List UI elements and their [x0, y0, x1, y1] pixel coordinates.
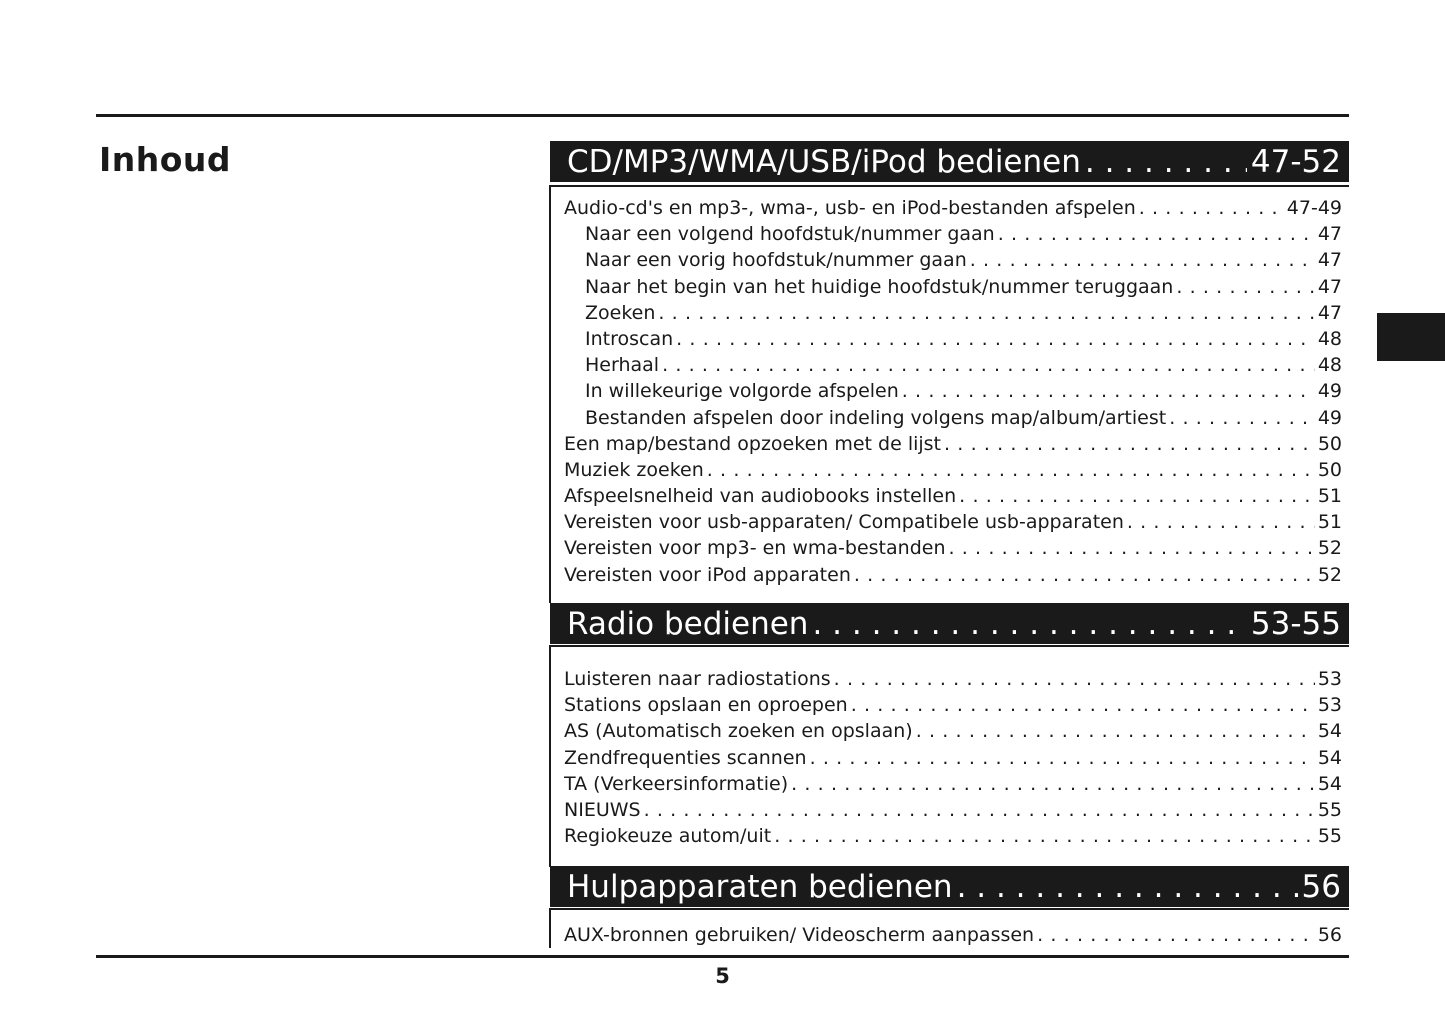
dot-leader [944, 433, 1315, 455]
page-title: Inhoud [99, 140, 232, 179]
section-underline [550, 645, 1349, 647]
toc-entry-label: NIEUWS [564, 798, 641, 821]
toc-entry[interactable] [564, 485, 1342, 511]
toc-entry-label: In willekeurige volgorde afspelen [585, 380, 899, 403]
toc-entry-page: 54 [1317, 720, 1342, 743]
toc-entry-page: 54 [1317, 772, 1342, 795]
toc-entry-page: 55 [1317, 798, 1342, 821]
toc-entry[interactable] [564, 459, 1342, 485]
dot-leader [851, 694, 1315, 716]
toc-entry[interactable] [564, 564, 1342, 590]
section-header-hulpapparaten[interactable] [550, 866, 1349, 907]
toc-entry[interactable] [564, 537, 1342, 563]
dot-leader [916, 720, 1315, 742]
dot-leader [834, 668, 1315, 690]
bottom-rule [96, 955, 1349, 958]
toc-entry[interactable] [564, 924, 1342, 950]
dot-leader [791, 773, 1315, 795]
toc-entry-page: 54 [1317, 746, 1342, 769]
toc-entry[interactable] [564, 799, 1342, 825]
toc-entry[interactable] [564, 380, 1342, 406]
dot-leader [644, 799, 1315, 821]
toc-entry-page: 47 [1317, 249, 1342, 272]
toc-entry[interactable] [564, 747, 1342, 773]
toc-entry-page: 51 [1317, 485, 1342, 508]
dot-leader [998, 223, 1315, 245]
section-underline [550, 908, 1349, 910]
toc-entry[interactable] [564, 511, 1342, 537]
section-border-line [549, 185, 551, 603]
toc-entry[interactable] [564, 223, 1342, 249]
toc-entry-label: Regiokeuze autom/uit [564, 825, 772, 848]
section-border-line [549, 645, 551, 867]
toc-entry-label: Naar een vorig hoofdstuk/nummer gaan [585, 249, 967, 272]
dot-leader [957, 869, 1298, 905]
toc-entry-page: 51 [1317, 511, 1342, 534]
toc-entry-page: 52 [1317, 563, 1342, 586]
toc-entry[interactable] [564, 276, 1342, 302]
dot-leader [662, 354, 1315, 376]
toc-entry[interactable] [564, 720, 1342, 746]
section-header-cd-mp3[interactable] [550, 141, 1349, 182]
toc-entry-label: Muziek zoeken [564, 458, 704, 481]
dot-leader [902, 380, 1315, 402]
page-number: 5 [715, 964, 730, 988]
toc-entry-label: Herhaal [585, 354, 660, 377]
toc-entry-label: Een map/bestand opzoeken met de lijst [564, 432, 942, 455]
toc-entry-label: Afspeelsnelheid van audiobooks instellen [564, 485, 957, 508]
toc-entry-label: Stations opslaan en oproepen [564, 694, 848, 717]
toc-entry[interactable] [564, 433, 1342, 459]
dot-leader [1176, 276, 1314, 298]
toc-entry-label: Naar het begin van het huidige hoofdstuk/nummer teruggaan [585, 275, 1174, 298]
toc-entry-label: Vereisten voor iPod apparaten [564, 563, 851, 586]
toc-entry-label: Vereisten voor mp3- en wma-bestanden [564, 537, 946, 560]
dot-leader [1085, 144, 1247, 180]
dot-leader [810, 747, 1315, 769]
toc-entry[interactable] [564, 407, 1342, 433]
toc-entry-label: Zendfrequenties scannen [564, 746, 807, 769]
dot-leader [970, 249, 1315, 271]
section-underline [550, 185, 1349, 187]
toc-entry[interactable] [564, 302, 1342, 328]
section-pages: 47-52 [1250, 143, 1341, 180]
toc-entry-page: 56 [1317, 924, 1342, 946]
dot-leader [676, 328, 1315, 350]
toc-entry-label: Zoeken [585, 301, 656, 324]
toc-entry-page: 55 [1317, 825, 1342, 848]
toc-entry[interactable] [564, 694, 1342, 720]
toc-entry-page: 47 [1317, 223, 1342, 246]
toc-entry-page: 50 [1317, 458, 1342, 481]
toc-list-cd-mp3 [564, 197, 1342, 590]
toc-entry-label: Naar een volgend hoofdstuk/nummer gaan [585, 223, 995, 246]
section-title: Hulpapparaten bedienen [567, 868, 953, 905]
toc-entry-page: 53 [1317, 694, 1342, 717]
toc-entry-page: 47-49 [1286, 197, 1342, 219]
toc-entry-page: 52 [1317, 537, 1342, 560]
toc-entry-page: 49 [1317, 406, 1342, 429]
toc-entry[interactable] [564, 249, 1342, 275]
dot-leader [1037, 924, 1315, 946]
section-border-line [549, 908, 551, 948]
toc-entry[interactable] [564, 825, 1342, 851]
dot-leader [1127, 511, 1315, 533]
toc-entry-label: Introscan [585, 327, 674, 350]
section-title: Radio bedienen [567, 605, 809, 642]
dot-leader [658, 302, 1314, 324]
toc-entry-page: 47 [1317, 275, 1342, 298]
toc-entry-page: 48 [1317, 327, 1342, 350]
toc-entry-label: AUX-bronnen gebruiken/ Videoscherm aanpassen [564, 924, 1035, 946]
toc-entry-page: 50 [1317, 432, 1342, 455]
toc-entry-label: Audio-cd's en mp3-, wma-, usb- en iPod-bestanden afspelen [564, 197, 1136, 219]
section-header-radio[interactable] [550, 603, 1349, 644]
toc-entry-page: 53 [1317, 668, 1342, 690]
toc-entry-page: 48 [1317, 354, 1342, 377]
dot-leader [854, 564, 1315, 586]
section-pages: 53-55 [1250, 605, 1341, 642]
toc-entry-label: AS (Automatisch zoeken en opslaan) [564, 720, 913, 743]
section-title: CD/MP3/WMA/USB/iPod bedienen [567, 143, 1081, 180]
toc-entry-label: TA (Verkeersinformatie) [564, 772, 789, 795]
toc-entry-page: 47 [1317, 301, 1342, 324]
toc-entry-label: Vereisten voor usb-apparaten/ Compatibele usb-apparaten [564, 511, 1124, 534]
dot-leader [707, 459, 1315, 481]
dot-leader [959, 485, 1315, 507]
toc-entry-label: Luisteren naar radiostations [564, 668, 831, 690]
toc-entry-page: 49 [1317, 380, 1342, 403]
dot-leader [774, 825, 1315, 847]
section-pages: 56 [1301, 868, 1341, 905]
toc-entry[interactable] [564, 354, 1342, 380]
toc-entry[interactable] [564, 773, 1342, 799]
toc-entry-label: Bestanden afspelen door indeling volgens map/album/artiest [585, 406, 1167, 429]
top-rule [96, 114, 1349, 117]
dot-leader [948, 537, 1314, 559]
toc-entry[interactable] [564, 668, 1342, 694]
chapter-tab-marker [1377, 313, 1445, 361]
toc-list-radio [564, 668, 1342, 851]
toc-entry[interactable] [564, 328, 1342, 354]
dot-leader [1139, 197, 1284, 219]
dot-leader [812, 606, 1246, 642]
toc-list-hulpapparaten [564, 924, 1342, 950]
toc-entry[interactable] [564, 197, 1342, 223]
dot-leader [1169, 407, 1315, 429]
